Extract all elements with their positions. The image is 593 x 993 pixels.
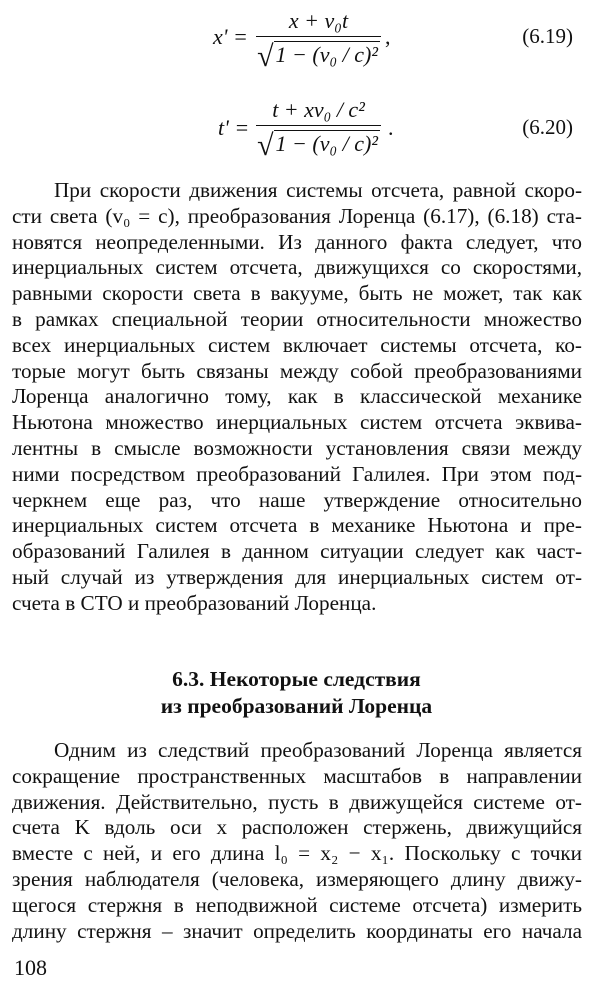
- text-line: торые могут быть связаны между собой преобразованиями: [12, 358, 582, 383]
- fraction-bar: [256, 36, 381, 37]
- page-number: 108: [14, 955, 47, 980]
- equation-number: (6.20): [522, 115, 573, 139]
- section-heading: [0, 666, 593, 720]
- text-line: новятся неопределенными. Из данного факта следует, что: [12, 229, 582, 254]
- text-line: вместе с ней, и его длина l₀ = x₂ − x₁. Поскольку с точки: [12, 841, 582, 866]
- text-line: сокращение пространственных масштабов в направлении: [12, 763, 582, 788]
- text-line: ный случай из утверждения для инерциальных систем от-: [12, 564, 582, 589]
- equation-6-20: [0, 95, 593, 175]
- equation-denominator-inner: 1 − (v₀ / c)²: [275, 42, 378, 67]
- text-line: счета K вдоль оси x расположен стержень, движущийся: [12, 815, 582, 840]
- equation-numerator: t + xv₀ / c²: [272, 97, 365, 122]
- text-line: зрения наблюдателя (человека, измеряющего длину движу-: [12, 866, 582, 891]
- text-line: щегося стержня в неподвижной системе отсчета) измерить: [12, 892, 582, 917]
- section-heading-line-1: 6.3. Некоторые следствия: [172, 667, 421, 691]
- equation-6-19: [0, 6, 593, 86]
- text-line: лентны в смысле возможности установления связи между: [12, 435, 582, 460]
- text-line: образований Галилея в данном ситуации следует как част-: [12, 539, 582, 564]
- text-line: ними посредством преобразований Галилея. При этом под-: [12, 461, 582, 486]
- paragraph-2: [12, 738, 582, 944]
- sqrt-icon: √: [257, 129, 274, 162]
- sqrt-icon: √: [257, 40, 274, 73]
- paragraph-1: [12, 178, 582, 617]
- equation-punct: .: [388, 115, 394, 140]
- fraction-bar: [256, 125, 381, 126]
- equation-lhs: t' =: [218, 115, 250, 140]
- text-line: При скорости движения системы отсчета, равной скоро-: [54, 178, 582, 202]
- equation-denominator: [256, 40, 381, 74]
- text-line: Одним из следствий преобразований Лоренца является: [54, 738, 582, 762]
- text-line: Лоренца аналогично тому, как в классической механике: [12, 384, 582, 409]
- equation-denominator-inner: 1 − (v₀ / c)²: [275, 131, 378, 156]
- text-line: движения. Действительно, пусть в движущейся системе от-: [12, 789, 582, 814]
- text-line: счета в СТО и преобразований Лоренца.: [12, 590, 377, 615]
- text-line: Ньютона множество инерциальных систем отсчета эквива-: [12, 410, 582, 435]
- text-line: инерциальных систем отсчета, движущихся со скоростями,: [12, 255, 582, 280]
- section-heading-line-2: из преобразований Лоренца: [160, 694, 433, 718]
- text-line: черкнем еще раз, что наше утверждение относительно: [12, 487, 582, 512]
- text-line: равными скорости света в вакууме, быть не может, так как: [12, 281, 582, 306]
- text-line: всех инерциальных систем включает системы отсчета, ко-: [12, 332, 582, 357]
- text-line: сти света (v₀ = c), преобразования Лоренца (6.17), (6.18) ста-: [12, 203, 582, 228]
- equation-fraction: [256, 97, 381, 163]
- equation-denominator: [256, 129, 381, 163]
- equation-fraction: [256, 8, 381, 74]
- equation-punct: ,: [385, 24, 391, 49]
- text-line: длину стержня – значит определить координаты его начала: [12, 918, 582, 943]
- equation-numerator: x + v₀t: [288, 8, 349, 33]
- text-line: в рамках специальной теории относительности множество: [12, 306, 582, 331]
- text-line: инерциальных систем отсчета в механике Ньютона и пре-: [12, 513, 582, 538]
- equation-lhs: x' =: [213, 24, 248, 49]
- equation-number: (6.19): [522, 24, 573, 48]
